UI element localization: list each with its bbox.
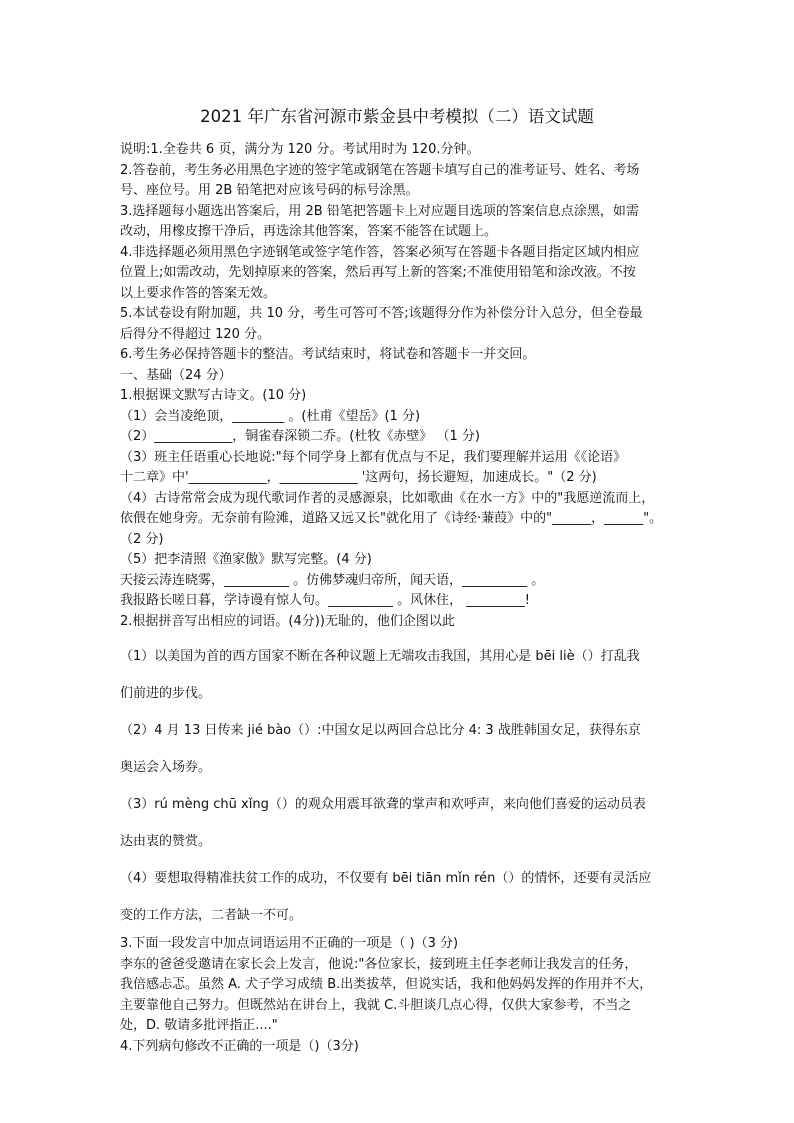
instruction-line: 改动，用橡皮擦干净后，再选涂其他答案，答案不能答在试题上。 [120, 224, 498, 239]
instruction-line: 6.考生务必保持答题卡的整洁。考试结束时，将试卷和答题卡一并交回。 [120, 347, 536, 362]
pinyin-question-line: 变的工作方法，二者缺一不可。 [120, 908, 303, 923]
instruction-line: 位置上;如需改动，先划掉原来的答案，然后再写上新的答案;不准使用铅笔和涂改液。不按 [120, 265, 636, 280]
pinyin-question-line: 达由衷的赞赏。 [120, 834, 212, 849]
question-line: 天接云涛连晓雾，__________ 。仿佛梦魂归帝所，闻天语，__________ 。 [120, 572, 545, 588]
question-line: （2 分) [120, 531, 164, 547]
pinyin-question-line: （1）以美国为首的西方国家不断在各种议题上无端攻击我国，其用心是 bēi liè（）打乱我 [120, 649, 640, 664]
question-line: （1）会当凌绝顶，________ 。(杜甫《望岳》(1 分) [120, 408, 421, 424]
pinyin-question-line: （4）要想取得精准扶贫工作的成功，不仅要有 bēi tiān mǐn rén（）的情怀，还要有灵活应 [120, 871, 652, 886]
question-line: （2）____________，铜雀春深锁二乔。(杜牧《赤壁》 （1 分) [120, 429, 480, 444]
question-line: 主要靠他自己努力。但既然站在讲台上，我就 C.斗胆谈几点心得，仅供大家参考，不当之 [120, 997, 632, 1013]
question-line: 4.下列病句修改不正确的一项是（)（3分) [120, 1038, 359, 1054]
section-heading: 一、基础（24 分） [120, 367, 232, 383]
instruction-line: 2.答卷前，考生务必用黑色字迹的签字笔或钢笔在答题卡填写自己的准考证号、姓名、考场 [120, 162, 640, 178]
instruction-line: 后得分不得超过 120 分。 [120, 326, 271, 342]
instruction-line: 5.本试卷设有附加题，共 10 分，考生可答可不答;该题得分作为补偿分计入总分，但全卷最 [120, 306, 643, 321]
question-line: （3）班主任语重心长地说:"每个同学身上都有优点与不足，我们要理解并运用《《论语》 [120, 449, 627, 465]
question-line: （4）古诗常常会成为现代歌词作者的灵感源泉，比如歌曲《在水一方》中的"我愿逆流而上， [120, 490, 655, 506]
pinyin-question-line: 们前进的步伐。 [120, 686, 212, 701]
question-line: 依偎在她身旁。无奈前有险滩，道路又远又长"就化用了《诗经·蒹葭》中的"______，______"。 [120, 511, 663, 526]
exam-content [120, 140, 680, 1057]
instruction-line: 以上要求作答的答案无效。 [120, 285, 277, 301]
pinyin-question-line: （2）4 月 13 日传来 jié bào（）:中国女足以两回合总比分 4: 3 战胜韩国女足，获得东京 [120, 723, 641, 738]
question-line: 我报路长嗟日暮，学诗谩有惊人句。__________ 。风休住， _________! [120, 593, 530, 608]
question-line: 十二章》中'____________，____________ '这两句，扬长避短，加速成长。"（2 分) [120, 470, 597, 485]
question-line: 我倍感忐忑。虽然 A. 犬子学习成绩 B.出类拔萃，但说实话，我和他妈妈发挥的作用并不大， [120, 977, 653, 992]
question-line: 处，D. 敬请多批评指正...." [120, 1018, 278, 1033]
pinyin-question-line: 奥运会入场券。 [120, 760, 212, 775]
instruction-line: 说明:1.全卷共 6 页，满分为 120 分。考试用时为 120.分钟。 [120, 142, 480, 157]
question-line: 2.根据拼音写出相应的词语。(4分))无耻的，他们企图以此 [120, 613, 455, 629]
page-title: 2021 年广东省河源市紫金县中考模拟（二）语文试题 [200, 107, 594, 126]
instruction-line: 号、座位号。用 2B 铅笔把对应该号码的标号涂黑。 [120, 183, 419, 198]
instruction-line: 4.非选择题必须用黑色字迹钢笔或签字笔作答，答案必须写在答题卡各题目指定区域内相应 [120, 244, 640, 260]
question-line: 3.下面一段发言中加点词语运用不正确的一项是（ )（3 分) [120, 936, 459, 951]
question-line: （5）把李清照《渔家傲》默写完整。(4 分) [120, 552, 372, 567]
instruction-line: 3.选择题每小题选出答案后，用 2B 铅笔把答题卡上对应题目选项的答案信息点涂黑，如需 [120, 203, 639, 219]
question-line: 1.根据课文默写古诗文。(10 分) [120, 388, 307, 403]
pinyin-question-line: （3）rú mèng chū xǐng（）的观众用震耳欲聋的掌声和欢呼声，来向他们喜爱的运动员表 [120, 797, 646, 812]
question-line: 李东的爸爸受邀请在家长会上发言，他说:"各位家长，接到班主任李老师让我发言的任务， [120, 956, 638, 972]
